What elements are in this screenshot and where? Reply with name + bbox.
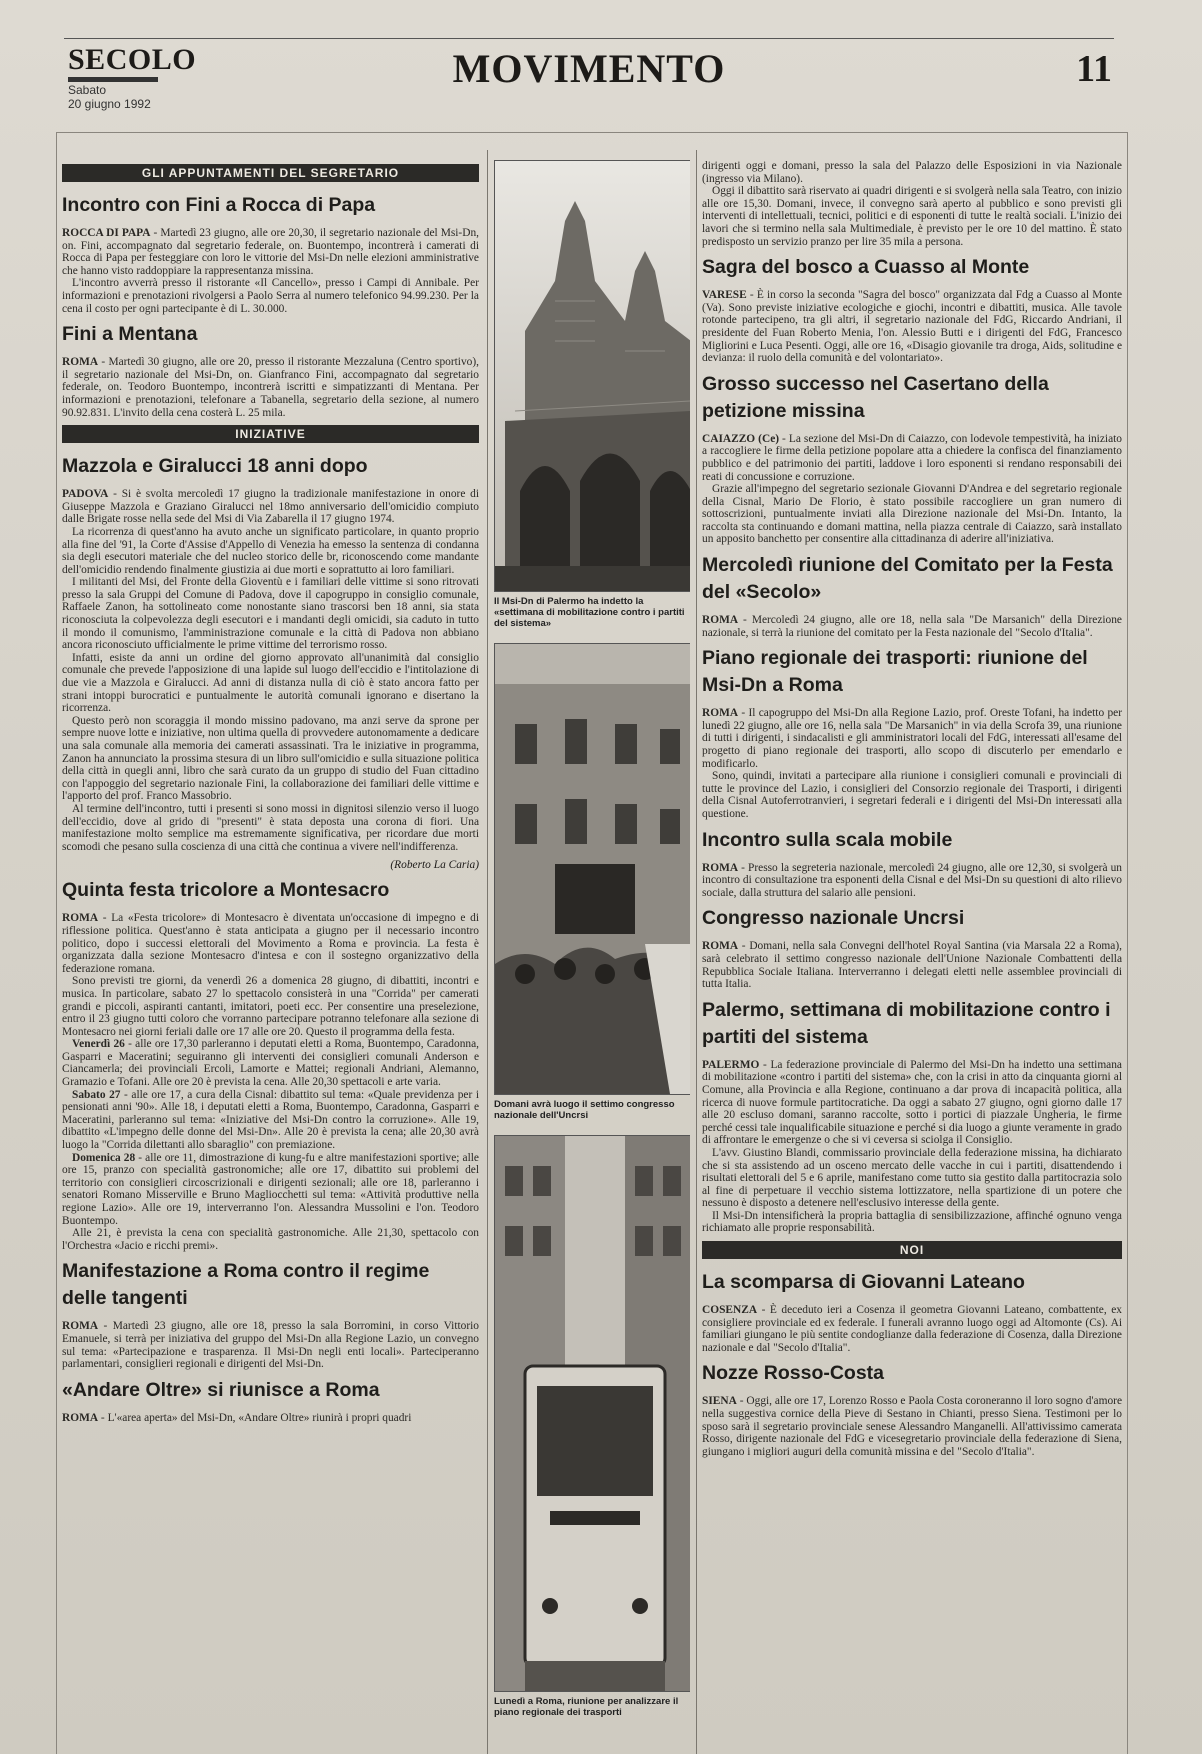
dateline: ROMA <box>702 861 739 874</box>
article-headline: Congresso nazionale Uncrsi <box>702 907 965 930</box>
dateline: ROMA <box>62 356 99 369</box>
article-body <box>702 160 1122 248</box>
article-body <box>62 1320 479 1370</box>
article-text: - Si è svolta mercoledì 17 giugno la tradizionale manifestazione in onore di Giuseppe Mazzola e Graziano Giralucci nel 18mo anniversario dell'omicidio compiuto dalle Brigate rosse nella sede del Msi di Via Zabarella il 17 giugno 1974. <box>62 488 479 526</box>
article-text: - Oggi, alle ore 17, Lorenzo Rosso e Paola Costa coroneranno il loro sogno d'amore nella suggestiva cornice della Pieve di Sestano in Chianti, presso Siena. Testimoni per lo sposo sarà il segretario provinciale senese Alessandro Manganelli. All'attivissimo camerata Rosso, dirigente nazionale del FdG e vicesegretario provinciale della federazione di Siena, giungano i migliori auguri della comunità missina e del "Secolo d'Italia". <box>702 1395 1122 1458</box>
article-text: - Il capogruppo del Msi-Dn alla Regione Lazio, prof. Oreste Tofani, ha indetto per lunedì 22 giugno, alle ore 16, nella sala "De Marsanich" in via della Scrofa 39, una riunione di tutti i dirigenti, i sindacalisti e gli amministratori locali del FdG, interessati all'esame del progetto di piano regionale dei trasporti, allo scopo di discuterlo per emendarlo e modificarlo. <box>702 707 1122 770</box>
photo-street-crowd <box>494 643 690 1095</box>
program-day: Domenica 28 <box>72 1151 136 1164</box>
article-paragraph: La ricorrenza di quest'anno ha avuto anche un significato particolare, in quanto proprio alla fine del '91, la Corte d'Assise d'Appello di Venezia ha emesso la sentenza di condanna sia degli esecutori materiale che del nucleo storico delle br, riconoscendo come mandante dell'omicidio rendendo finalmente giustizia ai due morti e soprattutto ai loro familiari. <box>62 525 479 576</box>
column-left <box>62 160 479 1750</box>
article-text: - alle ore 17,30 parleranno i deputati eletti a Roma, Buontempo, Caradonna, Gasparri e Maceratini; seguiranno gli interventi dei consiglieri comunali Anderson e Ciancamerla; dei provinciali Ercoli, Lamorte e Mattei; regionali Andriani, Alemanno, Gramazio e Tofani. Alle ore 20 è prevista la cena. Alle 20,30 spettacoli e arte varia. <box>62 1038 479 1089</box>
article-headline: Nozze Rosso-Costa <box>702 1362 885 1385</box>
article-text: - alle ore 17, a cura della Cisnal: dibattito sul tema: «Quale previdenza per i pensionati anni '90». Alle 18, i deputati eletti a Roma, Buontempo, Caradonna, Gasparri e Maceratini, parleranno sul tema: «Iniziative del Msi-Dn contro la corruzione». Alle 19, dibattito «L'impegno delle donne del Msi-Dn». Alle 20 è prevista la cena; alle 20,30 avrà luogo la "Corrida dilettanti allo sbaraglio" con premiazione. <box>62 1088 479 1152</box>
dateline: ROMA <box>702 707 739 720</box>
article-headline: Mazzola e Giralucci 18 anni dopo <box>62 455 368 478</box>
article-headline: Sagra del bosco a Cuasso al Monte <box>702 256 1030 279</box>
article-headline: Palermo, settimana di mobilitazione contro i partiti del sistema <box>702 998 1111 1048</box>
article-headline: Manifestazione a Roma contro il regime delle tangenti <box>62 1260 430 1310</box>
article-paragraph: L'incontro avverrà presso il ristorante «Il Cancello», presso i Campi di Annibale. Per informazioni e prenotazioni rivolgersi a Paolo Serra al numero telefonico 94.99.230. Per la cena il costo per ogni partecipante è di L. 30.000. <box>62 277 479 315</box>
photo-caption: Lunedì a Roma, riunione per analizzare il piano regionale dei trasporti <box>494 1696 679 1718</box>
column-photos <box>494 160 690 1750</box>
article-body <box>62 1412 479 1425</box>
article-body <box>62 912 479 1252</box>
article-paragraph: Grazie all'impegno del segretario sezionale Giovanni D'Andrea e del segretario regionale della Cisnal, Mario De Florio, è stato possibile raccogliere un gran numero di sottoscrizioni, puntualmente inviati alla Direzione nazionale del Msi-Dn. Intanto, la raccolta sta continuando e domani mattina, nella piazza centrale di Caiazzo, sarà installato un apposito banchetto per consentire alla cittadinanza di aderire all'iniziativa. <box>702 483 1122 546</box>
article-text: - Martedì 23 giugno, alle ore 18, presso la sala Borromini, in corso Vittorio Emanuele, si terrà per iniziativa del gruppo del Msi-Dn alla Regione Lazio, un convegno sul tema: «Partecipazione e trasparenza. Il Msi-Dn negli enti locali». Parteciperanno parlamentari, consiglieri regionali e dirigenti del Msi-Dn. <box>62 1320 479 1371</box>
dateline: ROMA <box>702 940 739 953</box>
program-day: Sabato 27 <box>72 1088 121 1101</box>
article-body <box>702 614 1122 639</box>
article-body <box>702 1304 1122 1354</box>
issue-day: Sabato <box>68 83 107 97</box>
article-continuation: dirigenti oggi e domani, presso la sala del Palazzo delle Esposizioni in via Nazionale (ingresso via Milano). <box>702 160 1122 185</box>
article-paragraph: Oggi il dibattito sarà riservato ai quadri dirigenti e si svolgerà nella sala Teatro, con inizio alle ore 15,30. Domani, invece, il convegno sarà aperto al pubblico e sono previsti gli interventi di intellettuali, tecnici, politici e di esponenti di tutte le realtà sociali. L'inizio dei lavori che si termino nella sala Multimediale, è previsto per le ore 10 del mattino. È stato predisposto un servizio pranzo per lire 35 mila a persona. <box>702 185 1122 248</box>
article-headline: Quinta festa tricolore a Montesacro <box>62 879 390 902</box>
article-text: - alle ore 11, dimostrazione di kung-fu e altre manifestazioni sportive; alle ore 15, pranzo con specialità gastronomiche; alle ore 17, dibattito sui problemi del territorio con consiglieri circoscrizionali e dirigenti sezionali; alle ore 18, parleranno i senatori Romano Misserville e Bruno Magliocchetti sul tema: «Attività produttive nella regione Lazio». Alle ore 19, interverranno l'on. Alessandra Mussolini e l'on. Teodoro Buontempo. <box>62 1151 479 1227</box>
section-title: MOVIMENTO <box>452 46 726 91</box>
article-headline: Mercoledì riunione del Comitato per la Festa del «Secolo» <box>702 554 1113 604</box>
dateline: VARESE <box>702 289 747 302</box>
article-text: - È deceduto ieri a Cosenza il geometra Giovanni Lateano, combattente, ex consigliere provinciale ed ex federale. I funerali avranno luogo oggi ad Altomonte (Cs). Ai familiari giungano le più sentite condoglianze dalla federazione di Cosenza, dalla Direzione nazionale e dal "Secolo d'Italia". <box>702 1304 1122 1354</box>
article-body <box>702 707 1122 820</box>
issue-full-date: 20 giugno 1992 <box>68 97 151 111</box>
article-headline: La scomparsa di Giovanni Lateano <box>702 1271 1025 1294</box>
article-headline: Incontro sulla scala mobile <box>702 828 953 851</box>
article-body <box>702 940 1122 990</box>
photo-caption: Il Msi-Dn di Palermo ha indetto la «settimana di mobilitazione contro i partiti del sistema» <box>494 596 685 629</box>
article-body <box>702 862 1122 900</box>
article-paragraph: Sono, quindi, invitati a partecipare alla riunione i consiglieri comunali e provinciali di tutte le province del Lazio, i consiglieri del Consorzio regionale dei Trasporti, i dirigenti della Cisnal Autoferrotranvieri, i segretari federali e i dirigenti del Msi-Dn interessati alla questione. <box>702 770 1122 820</box>
section-banner: INIZIATIVE <box>62 425 479 443</box>
section-banner: NOI <box>702 1241 1122 1259</box>
article-body <box>702 1395 1122 1458</box>
article-paragraph: L'avv. Giustino Blandi, commissario provinciale della federazione missina, ha dichiarato che si sta assistendo ad un osceno mercato delle vacche in cui i partiti, disattendendo i risultati elettorali del 5 e 6 aprile, manifestano come tutto sia gestito dalla partitocrazia solo al fine di perpetuare il vecchio sistema lottizzatore, nella spartizione di un potere che nessuno è disposto a detenere nell'esclusivo interesse della gente. <box>702 1146 1122 1210</box>
article-text: - Martedì 23 giugno, alle ore 20,30, il segretario nazionale del Msi-Dn, on. Fini, accompagnato dal segretario federale, on. Buontempo, incontrerà i camerati di Rocca di Papa per festeggiare con loro le vittorie del Msi-Dn nelle elezioni amministrative che hanno visto raddoppiare la rappresentanza missina. <box>62 227 479 277</box>
article-text: - La federazione provinciale di Palermo del Msi-Dn ha indetto una settimana di mobilitazione «contro i partiti del sistema» che, con la crisi in atto da cinquanta giorni al Comune, alla Provincia e alla Regione, continuano a dar prova di incapacità politica, alla ricerca di nuove formule partitocratiche. Da oggi a sabato 27 giugno, ogni giorno dalle 17 alle 20 escluso domani, saranno raccolte, sotto i portici di piazzale Ungheria, le firme perché cessi tale inqualificabile situazione e perché si dia luogo a giunte veramente in grado di affrontare le emergenze o che si vi ceversa si sciolga il Consiglio. <box>702 1058 1122 1147</box>
article-text: - Presso la segreteria nazionale, mercoledì 24 giugno, alle ore 12,30, si svolgerà un incontro di consultazione tra esponenti della Cisnal e del Msi-Dn su questioni di alto rilievo sociale, dalla struttura del salario alle pensioni. <box>702 861 1122 899</box>
dateline: ROMA <box>62 912 99 925</box>
dateline: ROMA <box>702 614 739 627</box>
article-headline: Fini a Mentana <box>62 323 198 346</box>
column-rule <box>487 150 488 1754</box>
newspaper-logo: SECOLO <box>68 43 197 76</box>
article-paragraph: Questo però non scoraggia il mondo missino padovano, ma anzi serve da sprone per sempre nuove lotte e iniziative, non ultima quella di provvedere autonomamente a dedicare una sala comunale alla memoria dei camerati assassinati. Tra le iniziative in programma, Zanon ha annunciato la prossima stesura di un libro sull'omicidio e sulla situazione politica della città in quegli anni, libro che sarà curato da un gruppo di studio del Fuan cittadino con l'appoggio del segretario nazionale Fini, la collaborazione dei familiari delle vittime e l'apporto del prof. Franco Massobrio. <box>62 714 479 803</box>
article-signature: (Roberto La Caria) <box>390 859 479 872</box>
article-body <box>62 356 479 419</box>
article-paragraph: Alle 21, è prevista la cena con specialità gastronomiche. Alle 21,30, spettacolo con l'Orchestra «Jacio e ricchi premi». <box>62 1227 479 1252</box>
article-headline: Incontro con Fini a Rocca di Papa <box>62 194 376 216</box>
article-text: - Domani, nella sala Convegni dell'hotel Royal Santina (via Marsala 22 a Roma), sarà celebrato il settimo congresso nazionale dell'Unione Nazionale Combattenti della Repubblica Sociale Italiana. Interverranno i delegati eletti nelle assemblee provinciali di tutta Italia. <box>702 940 1122 991</box>
article-headline: Piano regionale dei trasporti: riunione del Msi-Dn a Roma <box>702 647 1088 697</box>
article-text: - L'«area aperta» del Msi-Dn, «Andare Oltre» riunirà i propri quadri <box>98 1411 412 1424</box>
article-text: - Martedì 30 giugno, alle ore 20, presso il ristorante Mezzaluna (Centro sportivo), il segretario nazionale del Msi-Dn, on. Gianfranco Fini, accompagnato dal segretario federale, on. Teodoro Buontempo, incontrerà iscritti e simpatizzanti di Mentana. Per informazioni e prenotazioni, telefonare a Tabanella, segretario della sezione, al numero 90.92.831. L'invito della cena costerà L. 25 mila. <box>62 356 479 419</box>
dateline: ROCCA DI PAPA <box>62 227 151 239</box>
article-text: - La sezione del Msi-Dn di Caiazzo, con lodevole tempestività, ha iniziato a raccogliere le firme della petizione popolare atta a chiedere la confisca del finanziamento pubblico e del patrimonio dei partiti, laddove i loro esponenti si rendano responsabili dei reati di concussione e corruzione. <box>702 432 1122 483</box>
photo-caption: Domani avrà luogo il settimo congresso nazionale dell'Uncrsi <box>494 1099 675 1121</box>
article-text: - Mercoledì 24 giugno, alle ore 18, nella sala "De Marsanich" della Direzione nazionale, si terrà la riunione del comitato per la Festa nazionale del "Secolo d'Italia". <box>702 614 1122 639</box>
program-day: Venerdì 26 <box>72 1038 125 1051</box>
tram-photo-illustration <box>495 1136 690 1691</box>
photo-tram <box>494 1135 690 1692</box>
article-paragraph: I militanti del Msi, del Fronte della Gioventù e i familiari delle vittime si sono ritrovati presso la sala Gruppi del Comune di Padova, dove il capogruppo in consiglio comunale, Raffaele Zanon, ha sottolineato come nonostante siano trascorsi ben 18 anni, sia stata riconosciuta la colpevolezza degli esecutori e i mandanti degli omicidi, sia caduto in tutto il mondo il comunismo, l'amministrazione comunale e la città di Padova non abbiano ancora riconosciuto ufficialmente le prime vittime del terrorismo rosso. <box>62 576 479 652</box>
article-paragraph: Sono previsti tre giorni, da venerdì 26 a domenica 28 giugno, di dibattiti, incontri e musica. In particolare, sabato 27 lo spettacolo consisterà in una "Corrida" per camerati grandi e piccoli, aspiranti cantanti, imitatori, poeti ecc. Per consentire una preselezione, entro il 23 giugno tutti coloro che vorranno partecipare potranno telefonare alla sezione di Montesacro nei giorni feriali dalle ore 17 alle ore 20. Questo il programma della festa. <box>62 975 479 1038</box>
article-body <box>702 1059 1122 1235</box>
article-body <box>702 289 1122 365</box>
article-headline: Grosso successo nel Casertano della petizione missina <box>702 372 1049 422</box>
dateline: COSENZA <box>702 1304 758 1317</box>
section-banner: GLI APPUNTAMENTI DEL SEGRETARIO <box>62 164 479 182</box>
dateline: PALERMO <box>702 1058 760 1071</box>
article-paragraph: Infatti, esiste da anni un ordine del giorno approvato all'unanimità dal consiglio comunale che prevede l'apposizione di una lapide sul luogo dell'eccidio e l'intitolazione di due vie a Mazzola e Giralucci. Ad anni di distanza nulla di ciò è stato ancora fatto per strani intoppi burocratici e puntualmente le autorità comunali ignorano e disertano la ricorrenza. <box>62 651 479 715</box>
dateline: SIENA <box>702 1395 737 1408</box>
article-body <box>702 433 1122 546</box>
article-text: - La «Festa tricolore» di Montesacro è diventata un'occasione di impegno e di riflessione politica. Quest'anno è stata anticipata a giugno per il necessario incontro politico, dopo i successi elettorali del Movimento a Roma e provincia. La festa è organizzata dalla sezione Montesacro d'intesa e con il sostegno organizzativo della federazione romana. <box>62 912 479 975</box>
article-body <box>62 488 479 853</box>
article-body <box>62 227 479 315</box>
article-paragraph: Il Msi-Dn intensificherà la propria battaglia di sensibilizzazione, affinché ognuno venga richiamato alle proprie responsabilità. <box>702 1209 1122 1235</box>
dateline: CAIAZZO (Ce) <box>702 432 780 445</box>
article-headline: «Andare Oltre» si riunisce a Roma <box>62 1378 380 1401</box>
column-right <box>702 160 1122 1750</box>
article-text: - È in corso la seconda "Sagra del bosco" organizzata dal Fdg a Cuasso al Monte (Va). Sono previste iniziative ecologiche e giochi, incontri e dibattiti, musica. Alle tavole rotonde partecipeno, tra gli altri, il segretario nazionale del FdG, Riccardo Andriani, il presidente del Fuan Roberto Menia, l'on. Alessio Butti e i dirigenti del FdG, Francesco Migliorini e Luca Pesenti. Oggi, alle ore 16, «Disagio giovanile tra droga, Aids, solitudine e devianza: il ruolo della comunità e del volontariato». <box>702 289 1122 365</box>
masthead <box>64 38 1114 127</box>
column-rule <box>696 150 697 1754</box>
article-paragraph: Al termine dell'incontro, tutti i presenti si sono mossi in dignitosi silenzio verso il luogo dell'eccidio, dove al grido di "presenti" è stata deposta una corona di fiori. Una manifestazione molto semplice ma estremamente significativa, per ricordare due morti scomodi che pesano sulla coscienza di una città che continua a vivere nell'indifferenza. <box>62 802 479 853</box>
dateline: PADOVA <box>62 488 109 501</box>
cathedral-photo-illustration <box>495 161 690 591</box>
street-photo-illustration <box>495 644 690 1094</box>
photo-cathedral <box>494 160 690 592</box>
dateline: ROMA <box>62 1411 99 1424</box>
page-number: 11 <box>1076 48 1112 90</box>
dateline: ROMA <box>62 1320 99 1333</box>
